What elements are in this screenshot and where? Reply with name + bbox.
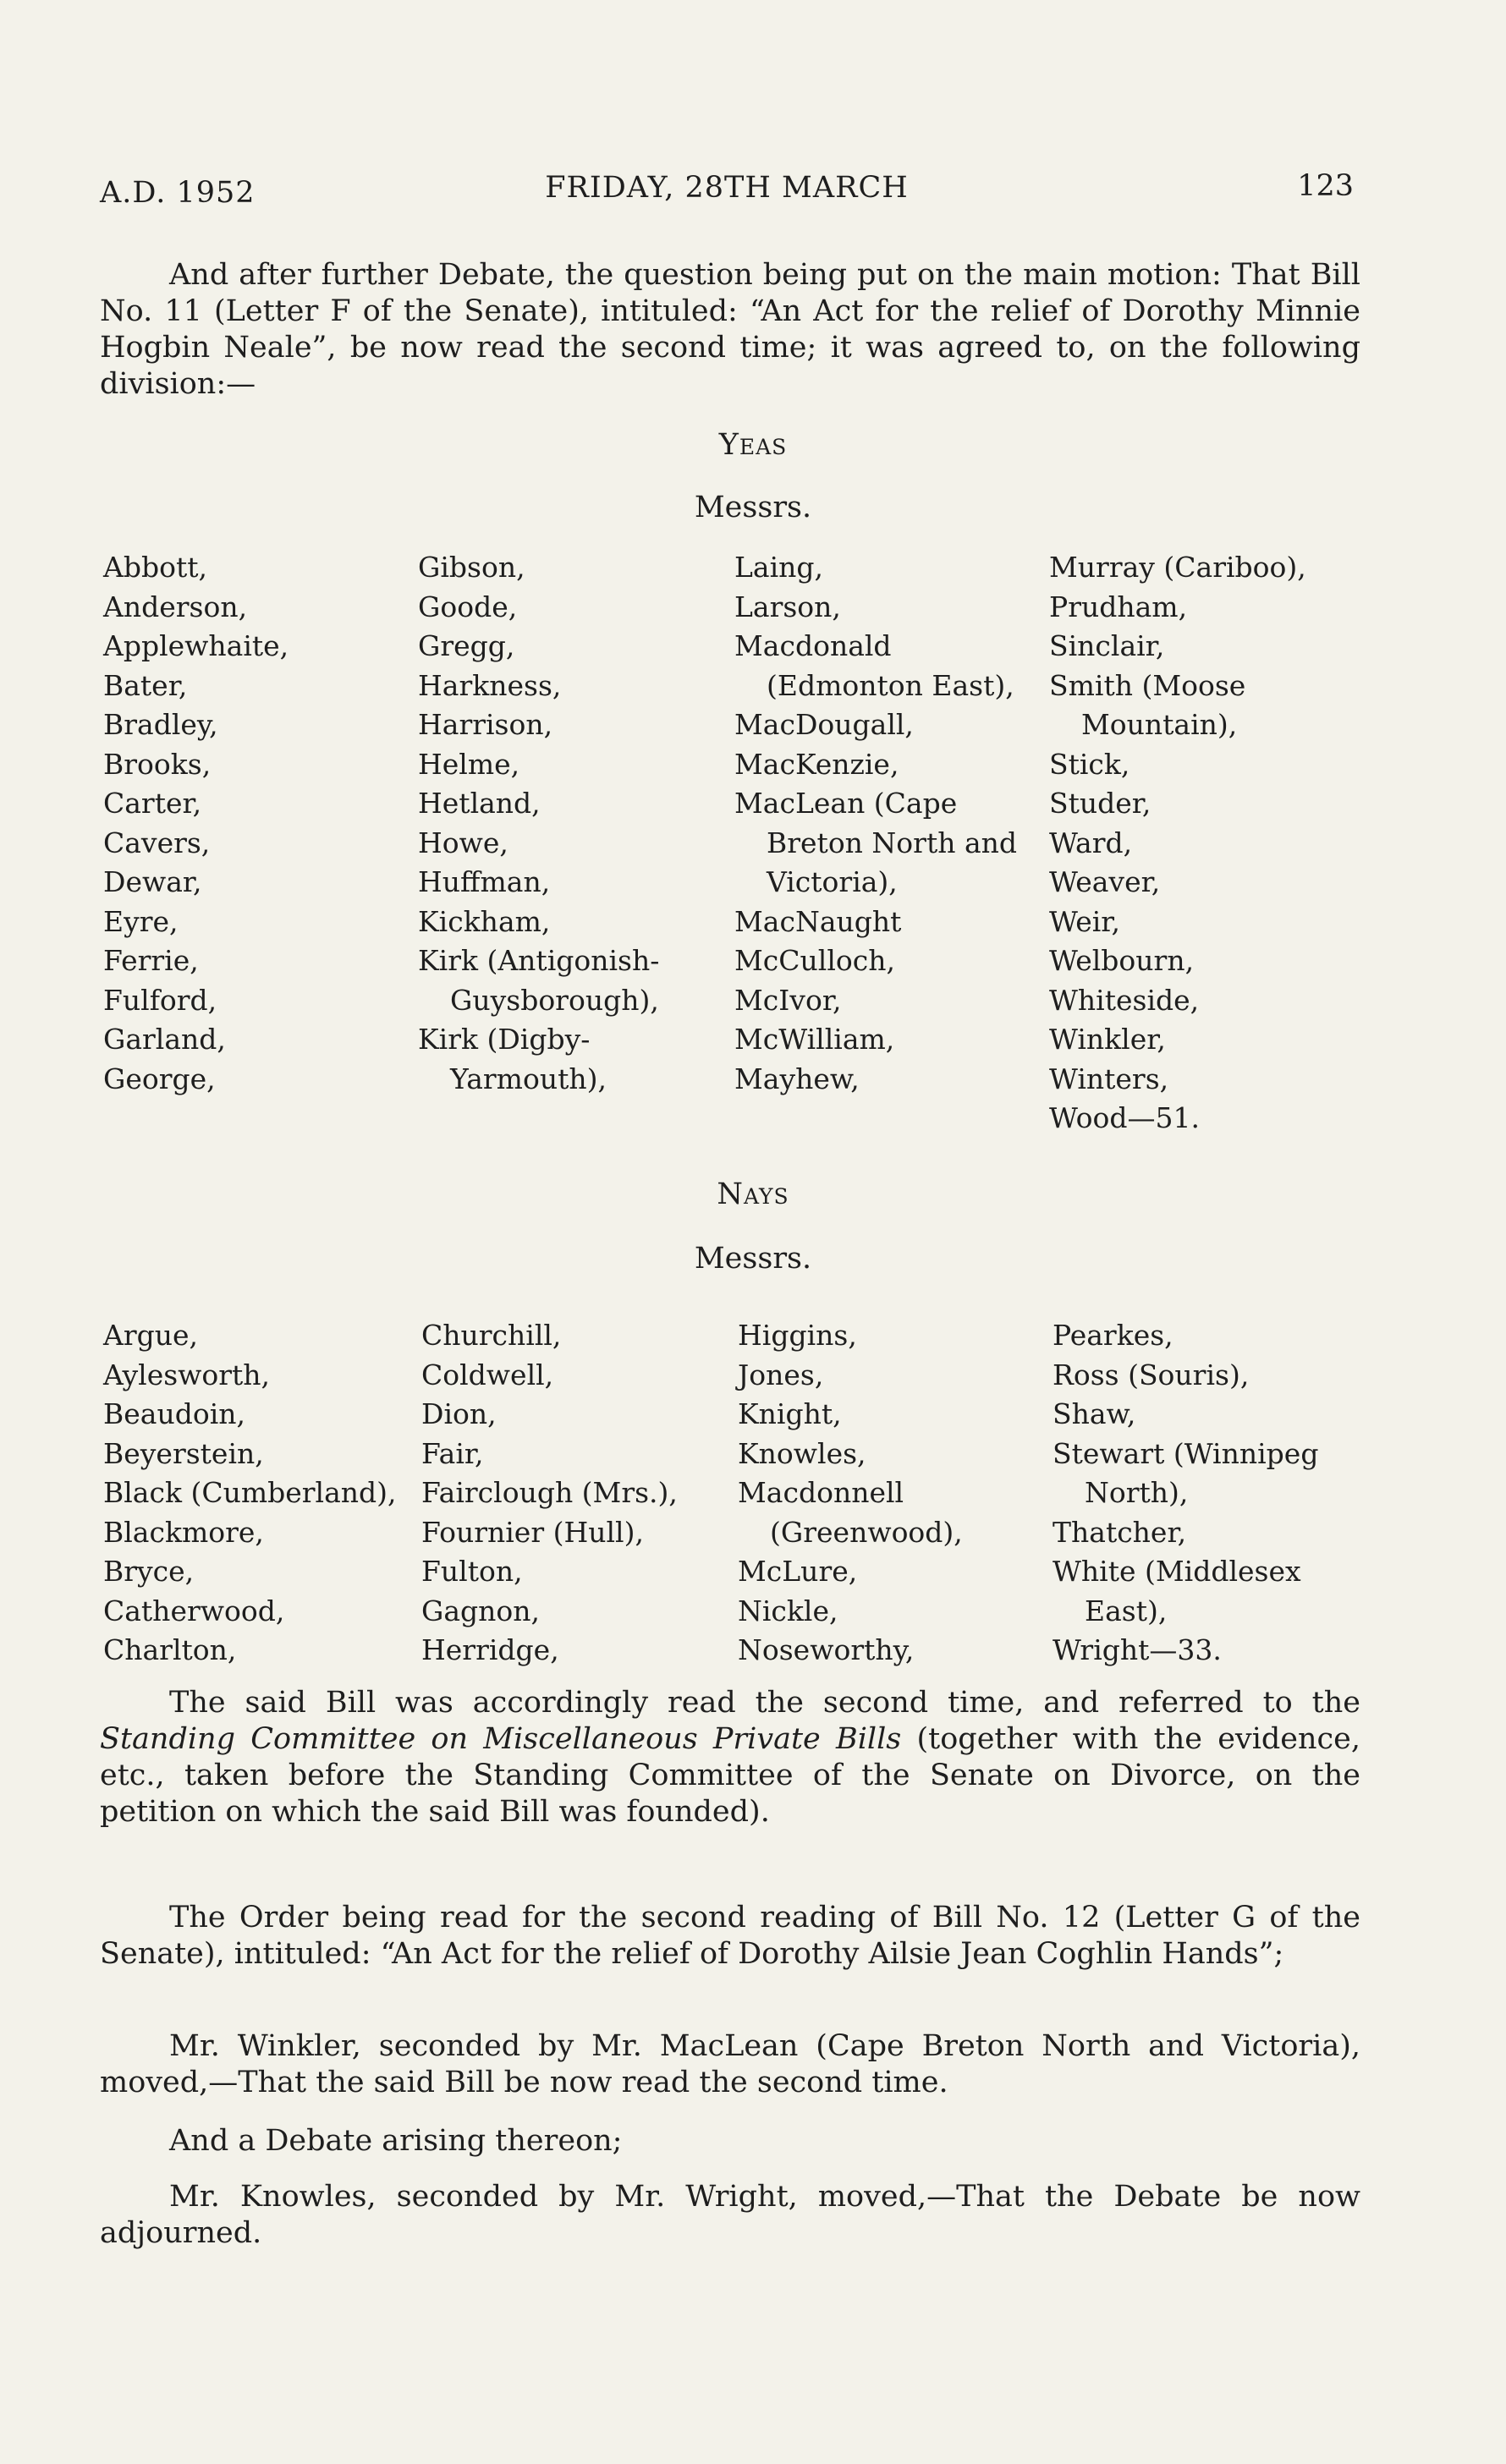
member-name: Black (Cumberland), <box>103 1476 397 1509</box>
member-name: Winters, <box>1049 1062 1169 1095</box>
member-name: MacKenzie, <box>734 747 899 781</box>
member-name: Stick, <box>1049 747 1130 781</box>
member-name: McIvor, <box>734 983 842 1017</box>
member-name: North), <box>1085 1476 1189 1509</box>
member-name: Catherwood, <box>103 1594 285 1627</box>
member-name: Anderson, <box>103 590 248 623</box>
member-name: Weaver, <box>1049 865 1161 898</box>
paragraph-winkler-motion <box>100 2028 1360 2101</box>
member-name: Bryce, <box>103 1555 195 1588</box>
member-name: Bradley, <box>103 708 218 741</box>
member-name: Ward, <box>1049 826 1133 859</box>
nays-heading: Nays <box>717 1177 789 1211</box>
member-name: Harkness, <box>418 668 562 702</box>
member-name: Harrison, <box>418 708 553 741</box>
member-name: Coldwell, <box>421 1358 554 1391</box>
member-name: Eyre, <box>103 904 179 938</box>
member-name: Abbott, <box>103 551 207 584</box>
referral-text-end: (together with the evidence, etc., taken before the Standing Committee of the Senate on Divorce, on the petition on which the said Bill was founded). <box>100 1722 1360 1829</box>
nays-column-1 <box>103 1316 397 1671</box>
member-name: Hetland, <box>418 787 541 820</box>
member-name: Yarmouth), <box>450 1062 607 1095</box>
paragraph-debate-arising <box>100 2123 1360 2159</box>
member-name: Winkler, <box>1049 1023 1166 1056</box>
member-name: Jones, <box>738 1358 824 1391</box>
member-name: Victoria), <box>767 865 898 898</box>
member-name: Dion, <box>421 1397 497 1430</box>
member-name: Knowles, <box>738 1436 866 1470</box>
member-name: Ferrie, <box>103 944 199 977</box>
paragraph-main-motion-text: And after further Debate, the question being put on the main motion: That Bill No. 11 (Letter F of the Senate), intituled: “An Act for the relief of Dorothy Minnie Hogbin Neale”, be now read the second time; it was agreed to, on the following division:— <box>100 258 1360 401</box>
member-name: Applewhaite, <box>103 629 289 662</box>
member-name: Kirk (Digby- <box>418 1023 591 1056</box>
yeas-heading: Yeas <box>718 428 788 462</box>
header-date: FRIDAY, 28TH MARCH <box>545 171 909 205</box>
member-name: Pearkes, <box>1053 1319 1173 1352</box>
member-name: Guysborough), <box>450 983 659 1017</box>
member-name: MacNaught <box>734 904 902 938</box>
member-name: (Greenwood), <box>770 1515 963 1549</box>
nays-column-4 <box>1053 1316 1318 1671</box>
member-name: Mayhew, <box>734 1062 860 1095</box>
member-name: Shaw, <box>1053 1397 1136 1430</box>
member-name: Wright—33. <box>1053 1633 1222 1666</box>
member-name: Blackmore, <box>103 1515 264 1549</box>
member-name: Smith (Moose <box>1049 668 1246 702</box>
member-name: Fairclough (Mrs.), <box>421 1476 678 1509</box>
member-name: Larson, <box>734 590 841 623</box>
member-name: Beyerstein, <box>103 1436 264 1470</box>
member-name: McLure, <box>738 1555 858 1588</box>
paragraph-order-bill-12 <box>100 1900 1360 1973</box>
member-name: Fulford, <box>103 983 217 1017</box>
member-name: Knight, <box>738 1397 842 1430</box>
member-name: Gagnon, <box>421 1594 541 1627</box>
nays-messrs: Messrs. <box>694 1242 812 1276</box>
debate-arising-text: And a Debate arising thereon; <box>169 2124 623 2158</box>
member-name: Goode, <box>418 590 518 623</box>
member-name: Ross (Souris), <box>1053 1358 1250 1391</box>
member-name: Howe, <box>418 826 508 859</box>
member-name: White (Middlesex <box>1053 1555 1301 1588</box>
member-name: Brooks, <box>103 747 212 781</box>
member-name: Laing, <box>734 551 824 584</box>
yeas-column-2 <box>418 548 659 1099</box>
member-name: Kirk (Antigonish- <box>418 944 660 977</box>
member-name: McWilliam, <box>734 1023 895 1056</box>
paragraph-main-motion <box>100 257 1360 403</box>
member-name: MacDougall, <box>734 708 914 741</box>
member-name: Gibson, <box>418 551 525 584</box>
paragraph-referral <box>100 1685 1360 1830</box>
paragraph-adjourn-motion <box>100 2179 1360 2252</box>
member-name: Helme, <box>418 747 520 781</box>
yeas-column-1 <box>103 548 289 1099</box>
yeas-column-4 <box>1049 548 1306 1139</box>
member-name: Weir, <box>1049 904 1120 938</box>
member-name: Churchill, <box>421 1319 562 1352</box>
member-name: Welbourn, <box>1049 944 1195 977</box>
member-name: Studer, <box>1049 787 1151 820</box>
member-name: Kickham, <box>418 904 551 938</box>
member-name: Higgins, <box>738 1319 857 1352</box>
member-name: East), <box>1085 1594 1168 1627</box>
nays-column-2 <box>421 1316 678 1671</box>
member-name: Breton North and <box>767 826 1018 859</box>
yeas-column-3 <box>734 548 1017 1099</box>
member-name: Garland, <box>103 1023 226 1056</box>
member-name: Charlton, <box>103 1633 237 1666</box>
member-name: George, <box>103 1062 216 1095</box>
member-name: Fair, <box>421 1436 484 1470</box>
member-name: Carter, <box>103 787 202 820</box>
page-header <box>100 169 1354 220</box>
member-name: MacLean (Cape <box>734 787 958 820</box>
order-bill-12-text: The Order being read for the second reading of Bill No. 12 (Letter G of the Senate), intituled: “An Act for the relief of Dorothy Ailsie Jean Coghlin Hands”; <box>100 1901 1360 1971</box>
member-name: Gregg, <box>418 629 515 662</box>
member-name: Macdonnell <box>738 1476 904 1509</box>
referral-text-start: The said Bill was accordingly read the second time, and referred to the <box>169 1686 1360 1720</box>
member-name: Murray (Cariboo), <box>1049 551 1306 584</box>
yeas-messrs: Messrs. <box>694 491 812 524</box>
member-name: Dewar, <box>103 865 202 898</box>
winkler-motion-text: Mr. Winkler, seconded by Mr. MacLean (Cape Breton North and Victoria), moved,—That the said Bill be now read the second time. <box>100 2029 1360 2099</box>
member-name: Herridge, <box>421 1633 559 1666</box>
member-name: Fulton, <box>421 1555 523 1588</box>
member-name: Sinclair, <box>1049 629 1165 662</box>
member-name: Mountain), <box>1081 708 1238 741</box>
member-name: Bater, <box>103 668 188 702</box>
member-name: Wood—51. <box>1049 1101 1201 1134</box>
member-name: McCulloch, <box>734 944 895 977</box>
page-number: 123 <box>1297 169 1354 203</box>
member-name: Cavers, <box>103 826 211 859</box>
member-name: Thatcher, <box>1053 1515 1187 1549</box>
member-name: (Edmonton East), <box>767 668 1014 702</box>
member-name: Aylesworth, <box>103 1358 271 1391</box>
member-name: Nickle, <box>738 1594 838 1627</box>
member-name: Whiteside, <box>1049 983 1200 1017</box>
member-name: Prudham, <box>1049 590 1188 623</box>
member-name: Fournier (Hull), <box>421 1515 644 1549</box>
header-year: A.D. 1952 <box>100 176 256 210</box>
member-name: Macdonald <box>734 629 892 662</box>
member-name: Argue, <box>103 1319 199 1352</box>
member-name: Stewart (Winnipeg <box>1053 1436 1319 1470</box>
nays-column-3 <box>738 1316 963 1671</box>
member-name: Noseworthy, <box>738 1633 915 1666</box>
member-name: Huffman, <box>418 865 551 898</box>
adjourn-motion-text: Mr. Knowles, seconded by Mr. Wright, moved,—That the Debate be now adjourned. <box>100 2180 1360 2250</box>
member-name: Beaudoin, <box>103 1397 245 1430</box>
committee-name: Standing Committee on Miscellaneous Private Bills <box>100 1722 902 1756</box>
